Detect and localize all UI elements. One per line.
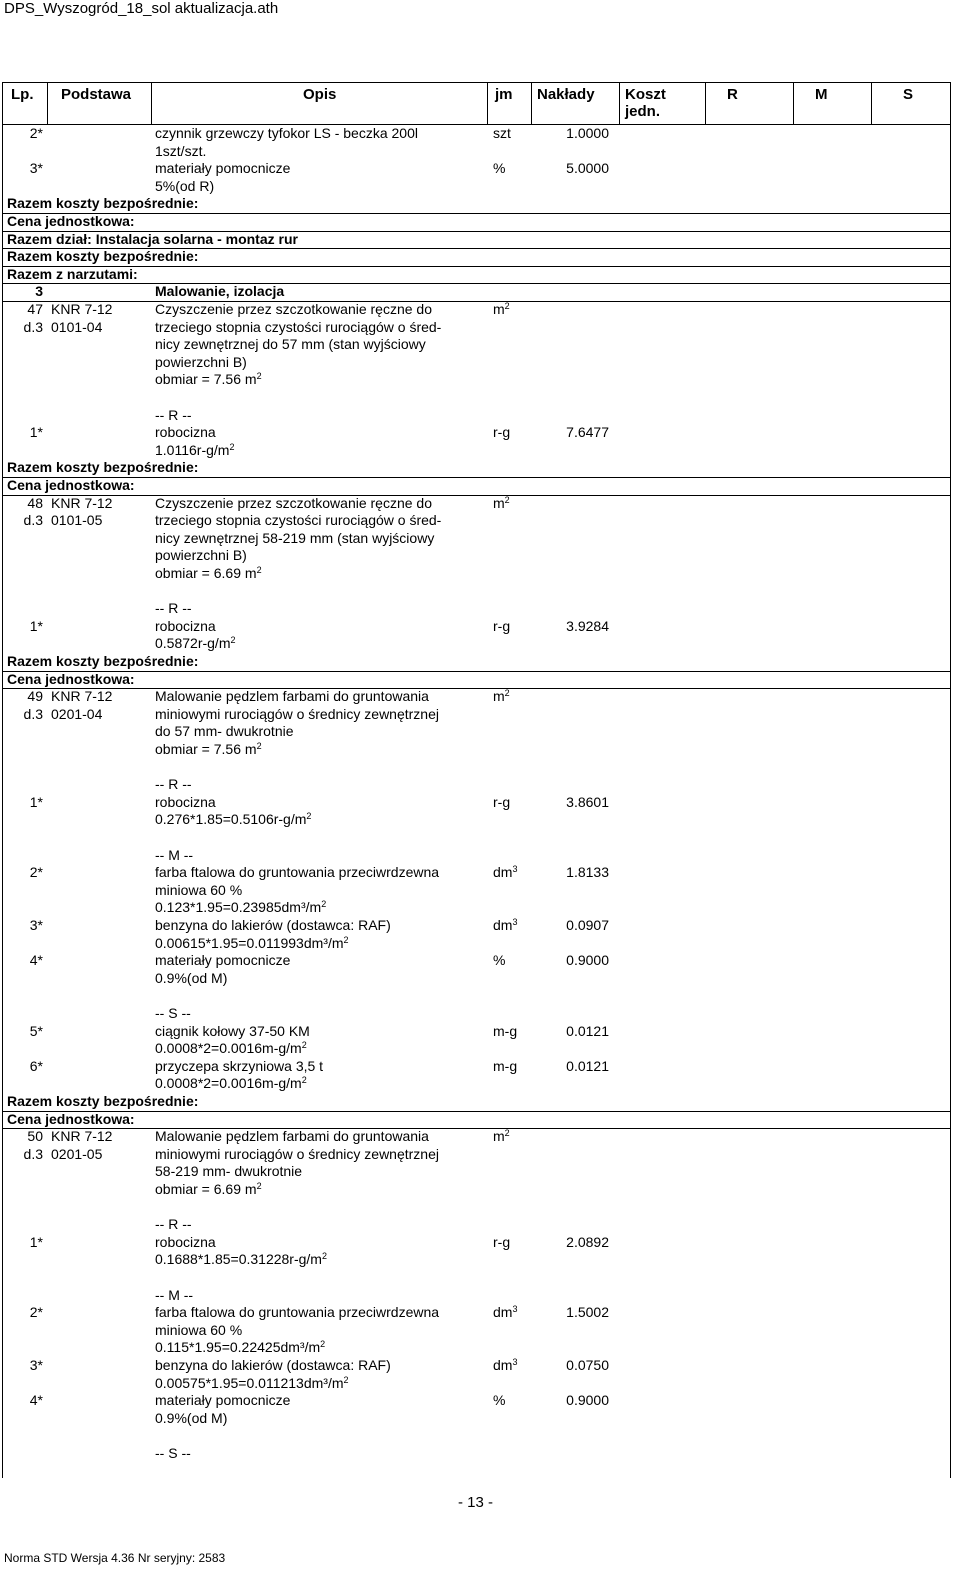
row-opis: materiały pomocnicze — [155, 1392, 291, 1409]
row-podstawa: 0101-04 — [51, 318, 103, 335]
row-podstawa: 0201-04 — [51, 705, 103, 722]
summary-row: Cena jednostkowa: — [7, 477, 135, 493]
row-naklady: 0.0907 — [566, 917, 609, 933]
row-naklady: 0.9000 — [566, 952, 609, 969]
summary-row: Razem koszty bezpośrednie: — [7, 1093, 199, 1109]
row-lp: d.3 — [23, 1145, 43, 1162]
row-lp: 48 — [27, 494, 43, 511]
row-opis: $0.1688*1.85=0.31228r-g/m^2$ — [155, 1251, 327, 1268]
row-opis: trzeciego stopnia czystości rurociągów o śred- — [155, 512, 442, 529]
row-separator — [3, 1128, 950, 1129]
col-podstawa: Podstawa — [61, 86, 132, 103]
row-opis: $0.00615*1.95=0.011993dm^3/m^2$ — [155, 934, 349, 951]
row-lp: 3 — [35, 283, 43, 300]
col-lp: Lp. — [11, 86, 34, 103]
row-lp: d.3 — [23, 318, 43, 335]
row-naklady: 1.8133 — [566, 864, 609, 881]
row-lp: 2* — [29, 125, 43, 141]
header-divider — [47, 83, 48, 125]
row-opis: -- R -- — [155, 600, 192, 617]
summary-row: Cena jednostkowa: — [7, 1110, 135, 1127]
row-opis: do 57 mm- dwukrotnie — [155, 723, 294, 740]
summary-row: Cena jednostkowa: — [7, 213, 135, 229]
row-lp: 2* — [29, 1304, 43, 1321]
row-lp: d.3 — [23, 705, 43, 722]
row-opis: Czyszczenie przez szczotkowanie ręczne do — [155, 494, 433, 511]
row-lp: 3* — [29, 160, 43, 177]
row-jm: $m^2$ — [493, 301, 510, 317]
row-opis: farba ftalowa do gruntowania przeciwrdzewna — [155, 864, 440, 881]
row-naklady: 1.0000 — [566, 125, 609, 141]
summary-row: Cena jednostkowa: — [7, 670, 135, 687]
header-divider — [705, 83, 706, 125]
col-m: M — [815, 86, 828, 103]
row-naklady: 0.0750 — [566, 1357, 609, 1373]
row-opis: farba ftalowa do gruntowania przeciwrdzewna — [155, 1304, 440, 1321]
col-r: R — [727, 86, 738, 103]
row-jm: $dm^3$ — [493, 1304, 518, 1321]
row-opis: materiały pomocnicze — [155, 160, 291, 177]
row-naklady: 5.0000 — [566, 160, 609, 177]
summary-row: Razem koszty bezpośrednie: — [7, 195, 199, 212]
row-opis: nicy zewnętrznej do 57 mm (stan wyjściowy — [155, 336, 426, 353]
footer-note: Norma STD Wersja 4.36 Nr seryjny: 2583 — [4, 1551, 226, 1565]
row-opis: robocizna — [155, 424, 216, 441]
row-podstawa: KNR 7-12 — [51, 494, 113, 511]
row-lp: 2* — [29, 864, 43, 881]
row-opis: 0.9%(od M) — [155, 1409, 228, 1426]
row-opis: $0.115*1.95=0.22425dm^3/m^2$ — [155, 1339, 326, 1356]
row-jm: r-g — [493, 424, 511, 441]
col-opis: Opis — [303, 86, 337, 103]
page-number: - 13 - — [458, 1494, 494, 1511]
col-naklady: Nakłady — [537, 86, 595, 103]
row-naklady: 0.0121 — [566, 1022, 609, 1039]
row-opis: miniowa 60 % — [155, 881, 243, 898]
row-opis: 58-219 mm- dwukrotnie — [155, 1163, 303, 1180]
row-opis: czynnik grzewczy tyfokor LS - beczka 200l — [155, 125, 418, 141]
row-naklady: 3.9284 — [566, 617, 609, 634]
row-opis: -- R -- — [155, 1216, 192, 1233]
row-jm: r-g — [493, 793, 511, 810]
row-opis: $1.0116r-g/m^2$ — [155, 441, 235, 458]
row-jm: $dm^3$ — [493, 864, 518, 881]
row-podstawa: 0101-05 — [51, 512, 103, 529]
row-jm: szt — [493, 125, 511, 141]
row-opis: Malowanie pędzlem farbami do gruntowania — [155, 1128, 429, 1145]
row-lp: 50 — [27, 1128, 43, 1145]
row-naklady: 2.0892 — [566, 1233, 609, 1250]
row-opis: miniowymi rurociągów o średnicy zewnętrznej — [155, 705, 439, 722]
row-opis: $0.0008*2=0.0016m-g/m^2$ — [155, 1075, 307, 1092]
row-lp: 3* — [29, 917, 43, 933]
row-lp: 4* — [29, 952, 43, 969]
row-opis: 1szt/szt. — [155, 142, 207, 159]
row-jm: m-g — [493, 1022, 518, 1039]
row-opis: -- R -- — [155, 406, 192, 423]
row-opis: ciągnik kołowy 37-50 KM — [155, 1022, 310, 1039]
row-separator — [3, 301, 950, 302]
header-divider — [793, 83, 794, 125]
row-jm: % — [493, 952, 506, 969]
row-podstawa: KNR 7-12 — [51, 1128, 113, 1145]
row-lp: 6* — [29, 1057, 43, 1074]
row-opis: obmiar = 6.69 $m^2$ — [155, 1181, 262, 1197]
col-jm: jm — [495, 86, 513, 103]
row-opis: $0.5872r-g/m^2$ — [155, 635, 236, 652]
row-opis: materiały pomocnicze — [155, 952, 291, 969]
table-header — [3, 83, 950, 125]
row-separator — [3, 283, 950, 284]
row-opis: $0.276*1.85=0.5106r-g/m^2$ — [155, 811, 312, 828]
row-opis: 0.9%(od M) — [155, 969, 228, 986]
header-divider — [871, 83, 872, 125]
row-lp: 1* — [29, 793, 43, 810]
row-opis: Malowanie pędzlem farbami do gruntowania — [155, 688, 429, 705]
row-naklady: 0.9000 — [566, 1392, 609, 1409]
row-separator — [3, 266, 950, 267]
row-jm: m-g — [493, 1057, 518, 1074]
row-opis: -- R -- — [155, 776, 192, 793]
row-opis: -- S -- — [155, 1445, 191, 1461]
row-opis: robocizna — [155, 793, 216, 810]
header-divider — [619, 83, 620, 125]
summary-row: Razem koszty bezpośrednie: — [7, 459, 199, 476]
summary-row: Razem z narzutami: — [7, 265, 138, 282]
row-opis: $0.123*1.95=0.23985dm^3/m^2$ — [155, 899, 327, 916]
row-separator — [3, 688, 950, 689]
row-separator — [3, 213, 950, 214]
header-divider — [487, 83, 488, 125]
row-opis: nicy zewnętrznej 58-219 mm (stan wyjściowy — [155, 529, 435, 546]
row-jm: r-g — [493, 1233, 511, 1250]
row-opis: trzeciego stopnia czystości rurociągów o śred- — [155, 318, 442, 335]
row-jm: $m^2$ — [493, 688, 510, 705]
row-lp: 49 — [27, 688, 43, 705]
row-podstawa: KNR 7-12 — [51, 301, 113, 317]
row-opis: Czyszczenie przez szczotkowanie ręczne do — [155, 301, 433, 317]
cost-table — [2, 82, 951, 1478]
row-jm: $m^2$ — [493, 1128, 510, 1145]
row-opis: -- M -- — [155, 846, 194, 863]
row-separator — [3, 1111, 950, 1112]
row-opis: robocizna — [155, 617, 216, 634]
row-jm: $dm^3$ — [493, 917, 518, 933]
row-jm: % — [493, 160, 506, 177]
row-naklady: 3.8601 — [566, 793, 609, 810]
row-opis: robocizna — [155, 1233, 216, 1250]
row-podstawa: KNR 7-12 — [51, 688, 113, 705]
header-divider — [531, 83, 532, 125]
row-opis: obmiar = 6.69 $m^2$ — [155, 565, 262, 581]
row-jm: r-g — [493, 617, 511, 634]
row-opis: -- M -- — [155, 1286, 194, 1303]
row-lp: 5* — [29, 1022, 43, 1039]
row-lp: 1* — [29, 1233, 43, 1250]
row-opis: obmiar = 7.56 $m^2$ — [155, 741, 262, 757]
row-separator — [3, 671, 950, 672]
row-jm: % — [493, 1392, 506, 1409]
col-koszt-line2: jedn. — [625, 103, 661, 120]
col-s: S — [903, 86, 914, 103]
row-opis: $0.00575*1.95=0.011213dm^3/m^2$ — [155, 1374, 349, 1391]
summary-row: Razem koszty bezpośrednie: — [7, 653, 199, 669]
summary-row: Razem dział: Instalacja solarna - montaz rur — [7, 230, 298, 247]
row-opis: powierzchni B) — [155, 547, 247, 564]
row-opis: -- S -- — [155, 1005, 191, 1021]
row-podstawa: 0201-05 — [51, 1145, 103, 1162]
row-lp: d.3 — [23, 512, 43, 529]
row-opis: benzyna do lakierów (dostawca: RAF) — [155, 1357, 391, 1373]
row-jm: $dm^3$ — [493, 1357, 518, 1373]
row-separator — [3, 477, 950, 478]
row-lp: 3* — [29, 1357, 43, 1373]
row-opis: benzyna do lakierów (dostawca: RAF) — [155, 917, 391, 933]
row-naklady: 1.5002 — [566, 1304, 609, 1321]
row-naklady: 7.6477 — [566, 424, 609, 441]
row-separator — [3, 495, 950, 496]
row-naklady: 0.0121 — [566, 1057, 609, 1074]
row-opis: przyczepa skrzyniowa 3,5 t — [155, 1057, 324, 1074]
row-lp: 47 — [27, 301, 43, 317]
document-title: DPS_Wyszogród_18_sol aktualizacja.ath — [4, 0, 279, 17]
row-jm: $m^2$ — [493, 494, 510, 511]
col-koszt: Koszt — [625, 86, 666, 103]
row-lp: 4* — [29, 1392, 43, 1409]
row-lp: 1* — [29, 424, 43, 441]
summary-row: Razem koszty bezpośrednie: — [7, 248, 199, 265]
row-opis: obmiar = 7.56 $m^2$ — [155, 371, 262, 388]
row-opis: miniowymi rurociągów o średnicy zewnętrznej — [155, 1145, 439, 1162]
row-lp: 1* — [29, 617, 43, 634]
row-opis: Malowanie, izolacja — [155, 283, 285, 300]
row-opis: miniowa 60 % — [155, 1321, 243, 1338]
row-opis: 5%(od R) — [155, 177, 215, 194]
row-opis: $0.0008*2=0.0016m-g/m^2$ — [155, 1040, 307, 1057]
row-opis: powierzchni B) — [155, 353, 247, 370]
header-divider — [151, 83, 152, 125]
